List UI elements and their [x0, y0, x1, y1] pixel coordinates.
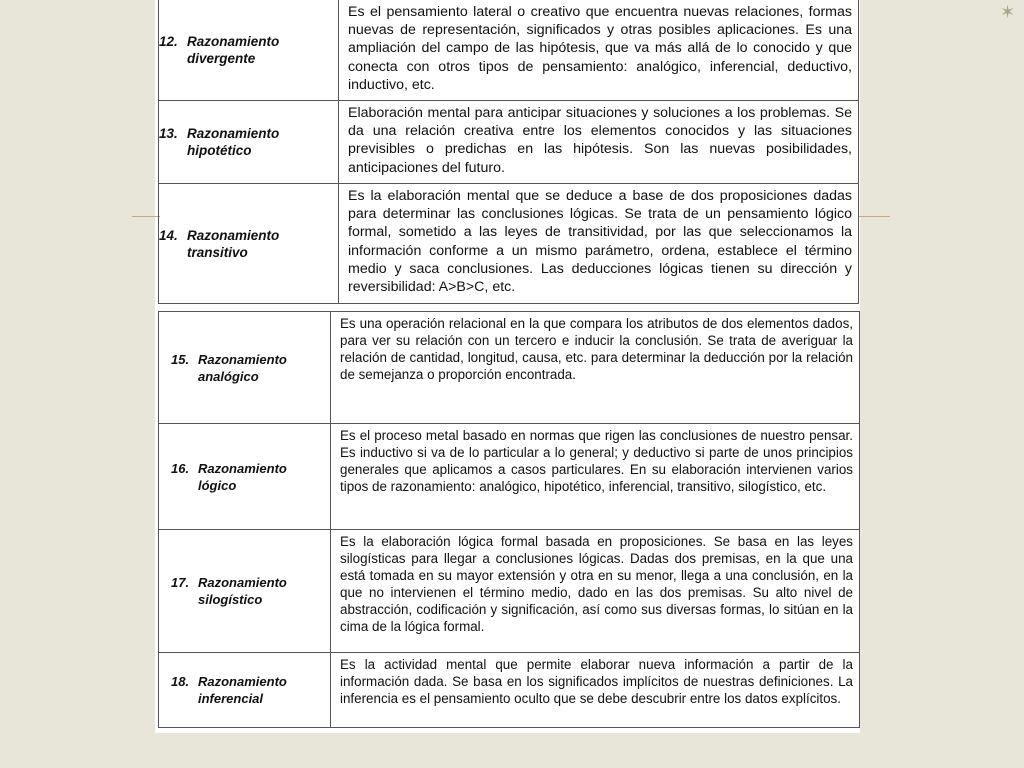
term-label: Razonamiento [187, 126, 280, 141]
term-label: Razonamiento [187, 227, 280, 243]
description-cell: Elaboración mental para anticipar situaciones y soluciones a los problemas. Se da una relación creativa entre los elementos conocidos y las situaciones previsibles o predichas en las hipótesis. Son las nuevas posibilidades, anticipaciones del futuro. [339, 101, 859, 184]
description-cell: Es el proceso metal basado en normas que rigen las conclusiones de nuestro pensar. Es inductivo si va de lo particular a lo general; y deductivo si parte de unos principios generales que aplicamos a casos particulares. En su elaboración intervienen varios tipos de razonamiento: analógico, hipotético, inferencial, transitivo, silogístico, etc. [331, 424, 860, 530]
table-row [159, 0, 859, 101]
term-cell [159, 424, 331, 530]
term-number: 16. [171, 460, 190, 476]
term-label: Razonamiento [198, 351, 287, 367]
term-number: 18. [171, 674, 190, 689]
decorative-line-right [858, 216, 890, 217]
table-row [159, 530, 860, 653]
table-row [159, 653, 860, 728]
term-cell [159, 0, 339, 101]
table-row [159, 101, 859, 184]
term-number: 12. [159, 34, 178, 49]
term-number: 13. [159, 126, 178, 141]
reasoning-table-upper [158, 0, 859, 304]
term-label-line2: silogístico [198, 592, 263, 607]
term-label-line2: divergente [187, 51, 256, 66]
term-number: 14. [159, 227, 178, 243]
term-cell [159, 653, 331, 728]
term-label: Razonamiento [198, 674, 287, 689]
table-row [159, 424, 860, 530]
term-number: 17. [171, 575, 190, 590]
term-cell [159, 184, 339, 304]
term-label-line2: lógico [198, 477, 237, 493]
description-cell: Es la elaboración mental que se deduce a base de dos proposiciones dadas para determinar las conclusiones lógicas. Se trata de un pensamiento lógico formal, sometido a las leyes de transitividad, por las que seleccionamos la información conforme a un mismo parámetro, ordena, establece el término medio y saca conclusiones. Las deducciones lógicas tienen su dirección y reversibilidad: A>B>C, etc. [339, 184, 859, 304]
term-label: Razonamiento [187, 34, 280, 49]
term-label-line2: transitivo [187, 244, 248, 260]
term-cell [159, 101, 339, 184]
term-number: 15. [171, 351, 190, 367]
description-cell: Es una operación relacional en la que compara los atributos de dos elementos dados, para ver su relación con un tercero e inducir la conclusión. Se trata de averiguar la relación de cantidad, longitud, causa, etc. para determinar la deducción por la relación de semejanza o proporción encontrada. [331, 312, 860, 424]
star-icon: ✶ [1000, 2, 1016, 23]
reasoning-table-lower [158, 311, 860, 728]
term-cell [159, 530, 331, 653]
decorative-line-left [132, 216, 160, 217]
description-cell: Es el pensamiento lateral o creativo que encuentra nuevas relaciones, formas nuevas de representación, significados y otras posibles aplicaciones. Es una ampliación del campo de las hipótesis, que va más allá de lo conocido y que conecta con otros tipos de pensamiento: analógico, inferencial, deductivo, inductivo, etc. [339, 0, 859, 101]
table-row [159, 184, 859, 304]
term-cell [159, 312, 331, 424]
term-label-line2: inferencial [198, 691, 264, 706]
description-cell: Es la actividad mental que permite elaborar nueva información a partir de la información dada. Se basa en los significados implícitos de nuestras definiciones. La inferencia es el pensamiento oculto que se debe descubrir entre los datos explícitos. [331, 653, 860, 728]
table-row [159, 312, 860, 424]
term-label: Razonamiento [198, 575, 287, 590]
term-label: Razonamiento [198, 460, 287, 476]
term-label-line2: analógico [198, 368, 259, 384]
term-label-line2: hipotético [187, 143, 252, 158]
description-cell: Es la elaboración lógica formal basada en proposiciones. Se basa en las leyes silogísticas para llegar a conclusiones lógicas. Dadas dos premisas, en la que una está tomada en su mayor extensión y otra en su menor, llega a una conclusión, en la que no intervienen el término medio, dado en las dos premisas. Su alto nivel de abstracción, codificación y significación, así como sus diversas formas, lo sitúan en la cima de la lógica formal. [331, 530, 860, 653]
